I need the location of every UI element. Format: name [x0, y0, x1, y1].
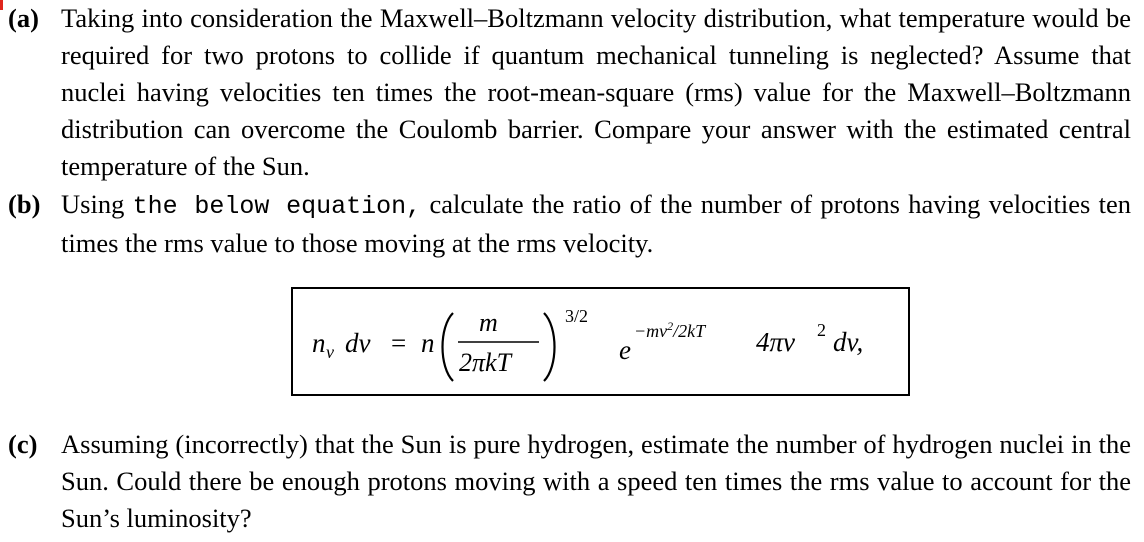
part-a-label: (a)	[8, 3, 39, 33]
part-b-label: (b)	[8, 189, 41, 219]
eq-e-exponent: $-mv^2/2kT$	[634, 319, 706, 341]
eq-e: e	[619, 335, 631, 365]
part-b-text-end: calculate the ratio of the number of protons having velocities ten times the rms value to those moving at the rms velocity.	[61, 189, 1131, 258]
eq-dv: dv	[345, 328, 371, 358]
part-c-text: Assuming (incorrectly) that the Sun is pure hydrogen, estimate the number of hydrogen nuclei in the Sun. Could there be enough protons moving with a speed ten times the rms value to account for the Sun’s luminosity?	[61, 429, 1131, 533]
part-a-text: Taking into consideration the Maxwell–Boltzmann velocity distribution, what temperature would be required for two protons to collide if quantum mechanical tunneling is neglected? Assume that nuclei having velocities ten times the root-mean-square (rms) value for the Maxwell–Boltzmann distribution can overcome the Coulomb barrier. Compare your answer with the estimated central temperature of the Sun.	[61, 3, 1131, 181]
eq-fraction-numerator: m	[479, 308, 498, 337]
part-c-label: (c)	[8, 429, 38, 459]
part-b-text-start: Using	[61, 189, 133, 219]
eq-exponent: 3/2	[565, 306, 589, 326]
eq-trailing-dv: dv,	[833, 327, 864, 357]
part-b-equation-reference: the below equation,	[132, 192, 422, 221]
eq-fraction-denominator: 2πkT	[459, 348, 512, 377]
eq-equals: =	[391, 328, 407, 358]
eq-n: n	[421, 328, 435, 358]
eq-lhs: n	[312, 328, 326, 358]
eq-left-paren	[443, 313, 454, 381]
corner-mark	[0, 0, 3, 10]
maxwell-boltzmann-equation	[293, 289, 912, 398]
eq-right-paren	[544, 313, 555, 381]
equation-box	[291, 287, 910, 396]
part-b-text	[61, 186, 1131, 262]
eq-factor: 4πv	[756, 327, 796, 357]
eq-factor-square: 2	[817, 320, 826, 340]
eq-lhs-subscript: v	[326, 342, 334, 362]
